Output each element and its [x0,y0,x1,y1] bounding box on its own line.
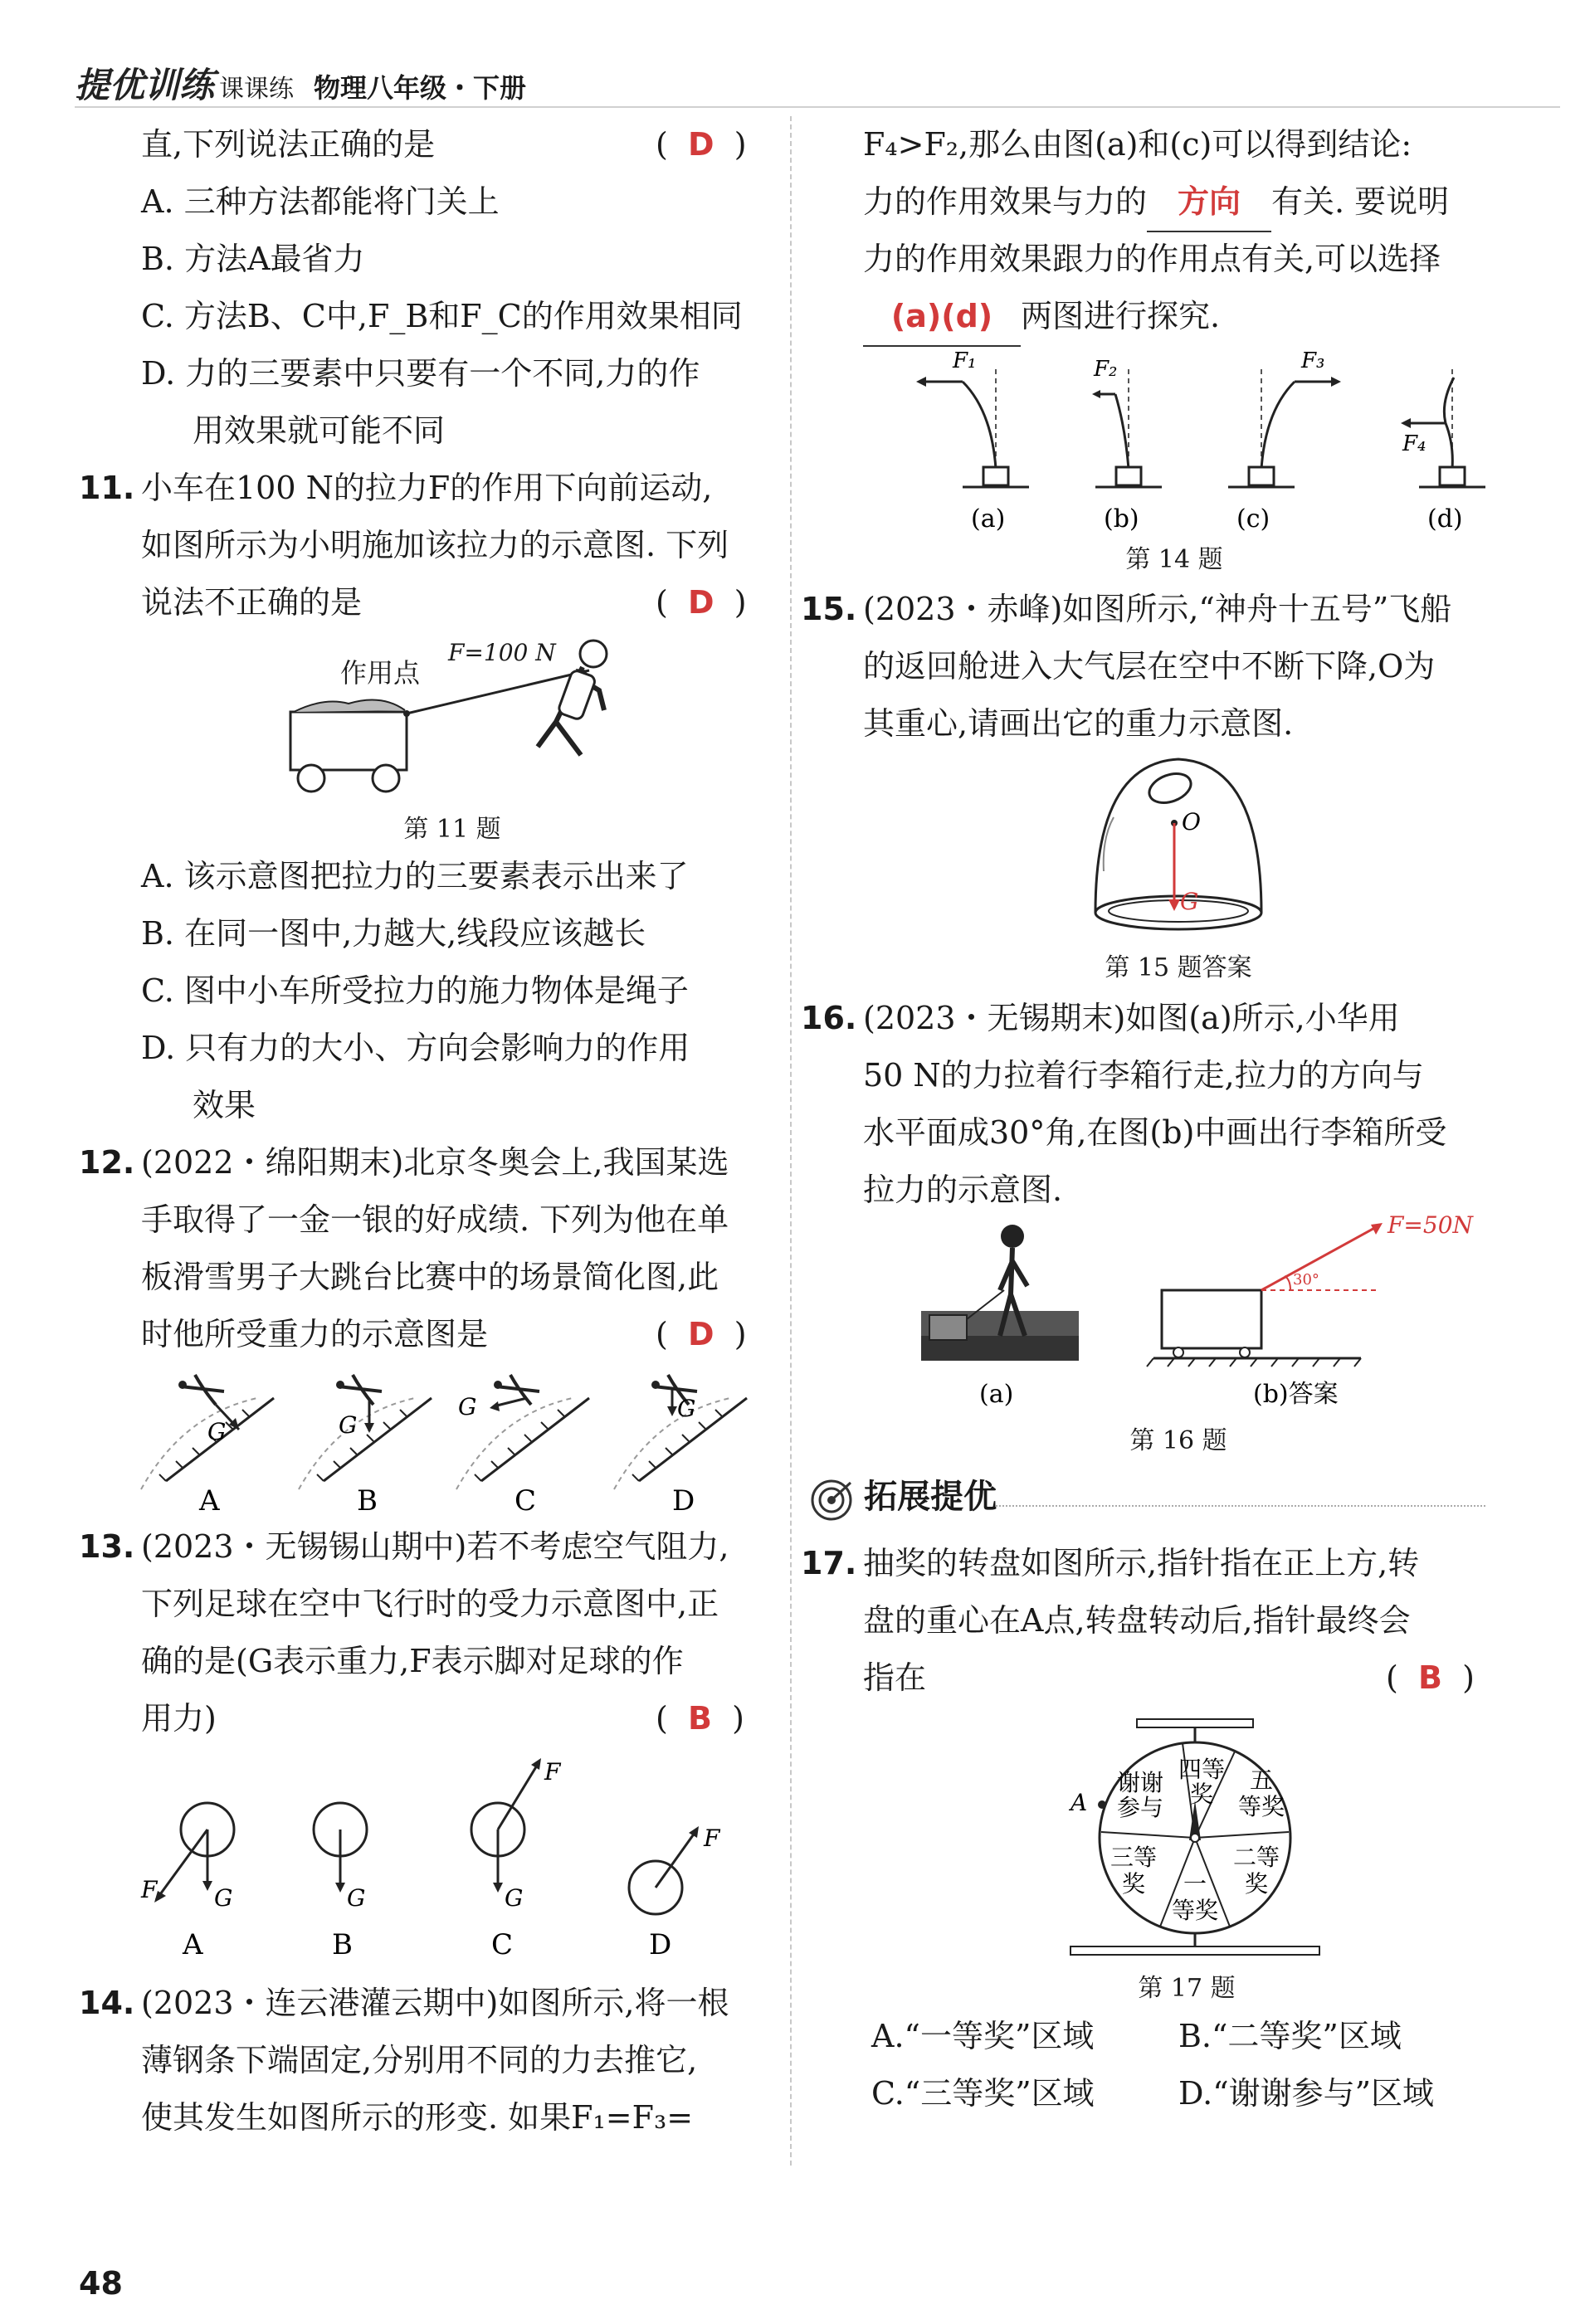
pull-force-arrow [1261,1226,1378,1290]
girl-head [1001,1225,1024,1248]
q12-answer-bracket: ( D ) [656,1316,747,1352]
q14-figure-d [1401,369,1485,533]
q11-option-b: B. 在同一图中,力越大,线段应该越长 [141,915,646,952]
q16-figure-b [1147,1211,1475,1409]
q16-line-3: 水平面成30°角,在图(b)中画出行李箱所受 [863,1114,1447,1151]
q17-line-1: 抽奖的转盘如图所示,指针指在正上方,转 [863,1545,1420,1581]
q11-line-3: 说法不正确的是 [141,584,363,621]
svg-text:D: D [649,1928,672,1961]
q12-option-d-figure [614,1375,747,1514]
q16-figure [913,1211,1510,1410]
cart-body [290,712,407,770]
q10-answer-bracket: ( D ) [656,126,747,163]
svg-text:(a): (a) [971,504,1006,533]
svg-text:(d): (d) [1427,504,1463,533]
q16-caption: 第 16 题 [1129,1426,1227,1455]
q10-answer: D [687,126,714,163]
label-force: F=100 N [448,639,556,666]
q16-number: 16. [801,1000,857,1036]
svg-text:A: A [199,1484,220,1514]
q14-blank-1[interactable]: 方向 [1147,173,1271,232]
q13-line-4: 用力) [141,1700,217,1737]
label-a: A [1070,1789,1088,1816]
q12-line-4: 时他所受重力的示意图是 [141,1316,489,1352]
q11-answer: D [687,584,714,621]
q14-caption: 第 14 题 [1125,545,1223,574]
q11-figure [274,631,647,797]
q14-figure-b [1092,357,1162,533]
wheel-base [1070,1946,1319,1955]
q17-line-3: 指在 [863,1659,927,1696]
q14-figure-c [1228,348,1341,533]
q11-line-2: 如图所示为小明施加该拉力的示意图. 下列 [141,527,729,563]
svg-text:G: G [339,1411,358,1439]
svg-text:F₃: F₃ [1301,348,1325,373]
suitcase [929,1315,967,1340]
q10-stem: 直,下列说法正确的是 [141,126,436,163]
q13-option-b-figure [314,1803,367,1961]
q11-option-d-cont: 效果 [193,1087,256,1123]
q13-number: 13. [79,1528,135,1565]
q14-cont-1: F₄>F₂,那么由图(a)和(c)可以得到结论: [863,126,1412,163]
q11-option-c: C. 图中小车所受拉力的施力物体是绳子 [141,972,689,1009]
boy-head [580,641,607,667]
q13-figure [133,1747,763,1962]
label-o: O [1182,808,1201,836]
cart-wheel-left [298,765,324,792]
label-g: G [1180,888,1199,915]
segment-thanks: 谢谢参与 [1116,1769,1164,1821]
svg-text:A: A [183,1928,203,1961]
svg-text:G: G [207,1418,227,1445]
q14-cont-2: 力的作用效果与力的 方向 有关. 要说明 [863,173,1449,232]
column-divider [790,116,792,2166]
svg-text:(b): (b) [1104,504,1139,533]
target-icon [809,1478,854,1523]
label-a: (a) [979,1380,1014,1409]
q17-option-b: B.“二等奖”区域 [1178,2018,1402,2054]
q13-line-1: (2023・无锡锡山期中)若不考虑空气阻力, [141,1528,729,1565]
q11-answer-bracket: ( D ) [656,584,747,621]
q10-option-c: C. 方法B、C中,F_B和F_C的作用效果相同 [141,298,743,334]
running-header [75,58,526,108]
point-of-application [403,710,410,717]
svg-text:F₄: F₄ [1402,431,1426,456]
q12-line-2: 手取得了一金一银的好成绩. 下列为他在单 [141,1201,729,1238]
label-point: 作用点 [340,657,421,689]
q12-figure [133,1365,763,1514]
wheel-top-bar [1137,1719,1253,1727]
q10-option-b: B. 方法A最省力 [141,241,365,277]
q17-number: 17. [801,1545,857,1581]
svg-text:B: B [332,1928,353,1961]
svg-text:G: G [458,1393,477,1420]
q10-option-d-cont: 用效果就可能不同 [193,412,446,449]
angle-label: 30° [1293,1271,1319,1289]
q14-figure [905,344,1535,535]
q15-line-3: 其重心,请画出它的重力示意图. [863,705,1294,742]
q13-line-3: 确的是(G表示重力,F表示脚对足球的作 [141,1643,684,1679]
section-title: 拓展提优 [864,1478,997,1516]
brand-title: 提优训练 [75,65,215,105]
q14-cont-3: 力的作用效果跟力的作用点有关,可以选择 [863,241,1441,277]
q14-blank-2[interactable]: (a)(d) [863,288,1021,347]
q14-line-1: (2023・连云港灌云期中)如图所示,将一根 [141,1985,729,2021]
q16-line-2: 50 N的力拉着行李箱行走,拉力的方向与 [863,1057,1424,1094]
q17-caption: 第 17 题 [1138,1974,1236,2003]
q15-line-1: (2023・赤峰)如图所示,“神舟十五号”飞船 [863,591,1452,627]
q17-wheel-figure [1054,1709,1336,1958]
svg-text:F₂: F₂ [1094,357,1118,382]
q14-figure-a [916,348,1029,533]
label-b: (b)答案 [1253,1380,1339,1409]
svg-text:F: F [704,1825,720,1852]
svg-text:G: G [347,1884,366,1912]
q12-answer: D [687,1316,714,1352]
q13-option-d-figure [629,1825,721,1961]
q16-line-4: 拉力的示意图. [863,1172,1063,1208]
section-rule [996,1505,1485,1507]
svg-text:F: F [141,1876,158,1903]
segment-1st: 一等奖 [1171,1870,1219,1924]
section-header [809,1469,997,1526]
cart-wheel-right [373,765,399,792]
svg-text:F₁: F₁ [953,348,977,373]
q17-answer: B [1417,1659,1442,1696]
q13-option-c-figure [471,1758,562,1961]
q12-line-1: (2022・绵阳期末)北京冬奥会上,我国某选 [141,1144,729,1181]
svg-text:B: B [357,1484,378,1514]
brand-subtitle: 课课练 [219,75,295,104]
q10-option-d: D. 力的三要素中只要有一个不同,力的作 [141,355,700,392]
q13-answer: B [687,1700,712,1737]
q12-option-b-figure [299,1375,432,1514]
q16-figure-a [921,1225,1079,1409]
svg-text:C: C [491,1928,514,1961]
point-a [1098,1800,1106,1809]
q11-option-d: D. 只有力的大小、方向会影响力的作用 [141,1030,690,1066]
segment-5th: 五等奖 [1237,1766,1285,1820]
svg-text:G: G [677,1395,696,1422]
q11-line-1: 小车在100 N的拉力F的作用下向前运动, [141,470,713,506]
svg-text:F: F [544,1758,561,1786]
q10-option-a: A. 三种方法都能将门关上 [141,183,500,220]
svg-text:(c): (c) [1236,504,1270,533]
svg-text:D: D [672,1484,695,1514]
q17-option-d: D.“谢谢参与”区域 [1178,2075,1435,2112]
q11-caption: 第 11 题 [403,815,501,844]
q13-option-a-figure [140,1803,234,1961]
q17-answer-bracket: ( B ) [1386,1659,1475,1696]
segment-3rd: 三等奖 [1110,1844,1158,1898]
force-label: F=50N [1387,1211,1474,1239]
q16-line-1: (2023・无锡期末)如图(a)所示,小华用 [863,1000,1400,1036]
luggage-box [1162,1290,1261,1348]
page-number: 48 [79,2265,123,2302]
segment-4th: 四等奖 [1178,1756,1226,1808]
q14-line-2: 薄钢条下端固定,分别用不同的力去推它, [141,2042,698,2078]
segment-2nd: 二等奖 [1232,1844,1280,1898]
q15-caption: 第 15 题答案 [1105,953,1252,982]
q13-line-2: 下列足球在空中飞行时的受力示意图中,正 [141,1586,719,1622]
q14-line-3: 使其发生如图所示的形变. 如果F₁=F₃= [141,2099,694,2136]
subject-title: 物理八年级・下册 [314,72,527,104]
svg-text:C: C [515,1484,537,1514]
q14-cont-4: (a)(d) 两图进行探究. [863,288,1220,347]
q12-option-c-figure [456,1375,589,1514]
q11-number: 11. [79,470,135,506]
q12-option-a-figure [141,1375,274,1514]
q17-line-2: 盘的重心在A点,转盘转动后,指针最终会 [863,1602,1411,1639]
q12-number: 12. [79,1144,135,1181]
q15-figure [1079,747,1278,938]
q17-option-c: C.“三等奖”区域 [871,2075,1095,2112]
header-rule [75,106,1560,108]
q17-option-a: A.“一等奖”区域 [871,2018,1095,2054]
q14-number: 14. [79,1985,135,2021]
q15-number: 15. [801,591,857,627]
svg-text:G: G [505,1884,524,1912]
q11-option-a: A. 该示意图把拉力的三要素表示出来了 [141,858,689,894]
q12-line-3: 板滑雪男子大跳台比赛中的场景简化图,此 [141,1259,719,1295]
svg-text:G: G [214,1884,233,1912]
q13-answer-bracket: ( B ) [656,1700,744,1737]
q15-line-2: 的返回舱进入大气层在空中不断下降,O为 [863,648,1436,685]
cart-load [294,700,405,713]
